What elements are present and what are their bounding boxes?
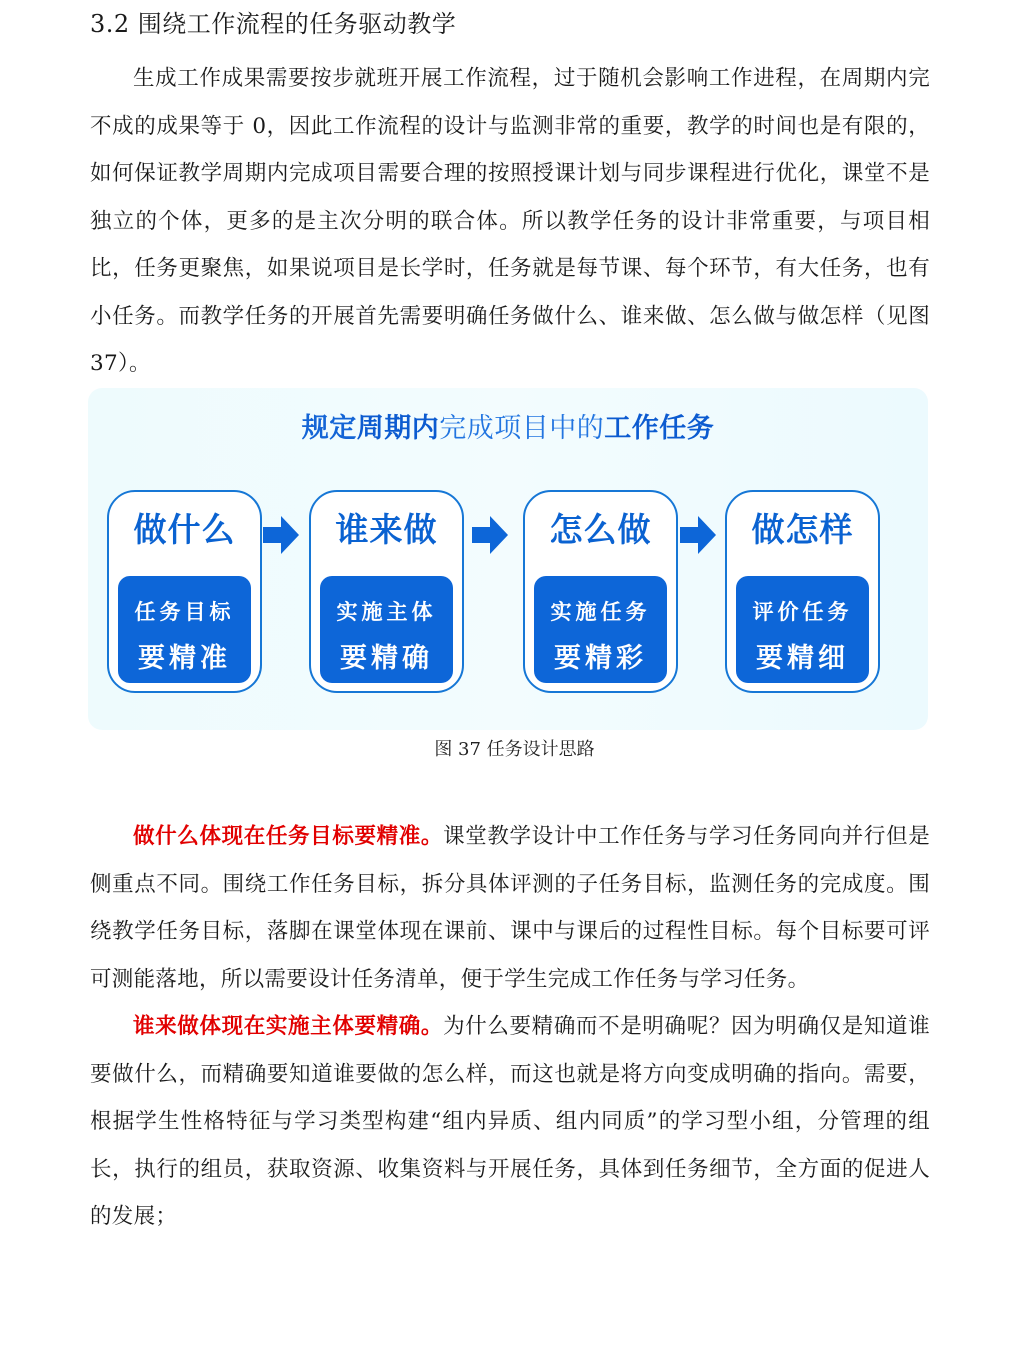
figure-task-design <box>88 388 928 730</box>
document-page <box>90 0 930 388</box>
card-detail-line1: 实施主体 <box>336 600 437 624</box>
figure-title-part: 工作任务 <box>604 413 715 444</box>
arrow-right-icon <box>680 516 716 554</box>
card-detail-line2: 要精细 <box>756 643 849 674</box>
card-detail-box <box>320 576 453 683</box>
figure-title-part: 周期内 <box>356 413 440 444</box>
card-title: 怎么做 <box>549 510 652 549</box>
card-result <box>725 490 880 693</box>
card-detail-box <box>534 576 667 683</box>
figure-title-part: 完成项目中的 <box>439 413 605 444</box>
paragraph-what <box>90 813 930 1003</box>
intro-paragraph: 生成工作成果需要按步就班开展工作流程，过于随机会影响工作进程，在周期内完不成的成果等于 0，因此工作流程的设计与监测非常的重要，教学的时间也是有限的，如何保证教学周期内完成项目需要合理的按照授课计划与同步课程进行优化，课堂不是独立的个体，更多的是主次分明的联合体。所以教学任务的设计非常重要，与项目相比，任务更聚焦，如果说项目是长学时，任务就是每节课、每个环节，有大任务，也有小任务。而教学任务的开展首先需要明确任务做什么、谁来做、怎么做与做怎样（见图 37）。 <box>90 66 930 376</box>
card-who <box>309 490 464 693</box>
body-sections <box>90 813 930 1241</box>
emphasis-lead: 做什么体现在任务目标要精准。 <box>133 824 444 849</box>
card-title: 做怎样 <box>751 510 854 549</box>
paragraph-body: 课堂教学设计中工作任务与学习任务同向并行但是侧重点不同。围绕工作任务目标，拆分具体评测的子任务目标，监测任务的完成度。围绕教学任务目标，落脚在课堂体现在课前、课中与课后的过程性目标。每个目标要可评可测能落地，所以需要设计任务清单，便于学生完成工作任务与学习任务。 <box>90 824 930 992</box>
figure-title <box>88 406 928 445</box>
card-detail-line2: 要精确 <box>340 643 433 674</box>
card-how <box>523 490 678 693</box>
paragraph-body: 为什么要精确而不是明确呢？因为明确仅是知道谁要做什么，而精确要知道谁要做的怎么样，而这也就是将方向变成明确的指向。需要，根据学生性格特征与学习类型构建“组内异质、组内同质”的学习型小组，分管理的组长，执行的组员，获取资源、收集资料与开展任务，具体到任务细节，全方面的促进人的发展； <box>90 1014 930 1229</box>
card-detail-line2: 要精准 <box>138 643 231 674</box>
emphasis-lead: 谁来做体现在实施主体要精确。 <box>133 1014 444 1039</box>
card-detail-line1: 任务目标 <box>134 600 235 624</box>
card-detail-line1: 实施任务 <box>550 600 651 624</box>
section-heading: 3.2 围绕工作流程的任务驱动教学 <box>90 10 457 38</box>
arrow-right-icon <box>263 516 299 554</box>
figure-caption: 图 37 任务设计思路 <box>434 739 595 760</box>
paragraph-who <box>90 1003 930 1241</box>
card-title: 谁来做 <box>335 510 438 549</box>
figure-title-part: 规定 <box>301 413 357 444</box>
card-detail-line1: 评价任务 <box>752 600 853 624</box>
card-what <box>107 490 262 693</box>
card-detail-box <box>736 576 869 683</box>
card-title: 做什么 <box>133 510 236 549</box>
arrow-right-icon <box>472 516 508 554</box>
card-detail-box <box>118 576 251 683</box>
card-detail-line2: 要精彩 <box>554 643 647 674</box>
